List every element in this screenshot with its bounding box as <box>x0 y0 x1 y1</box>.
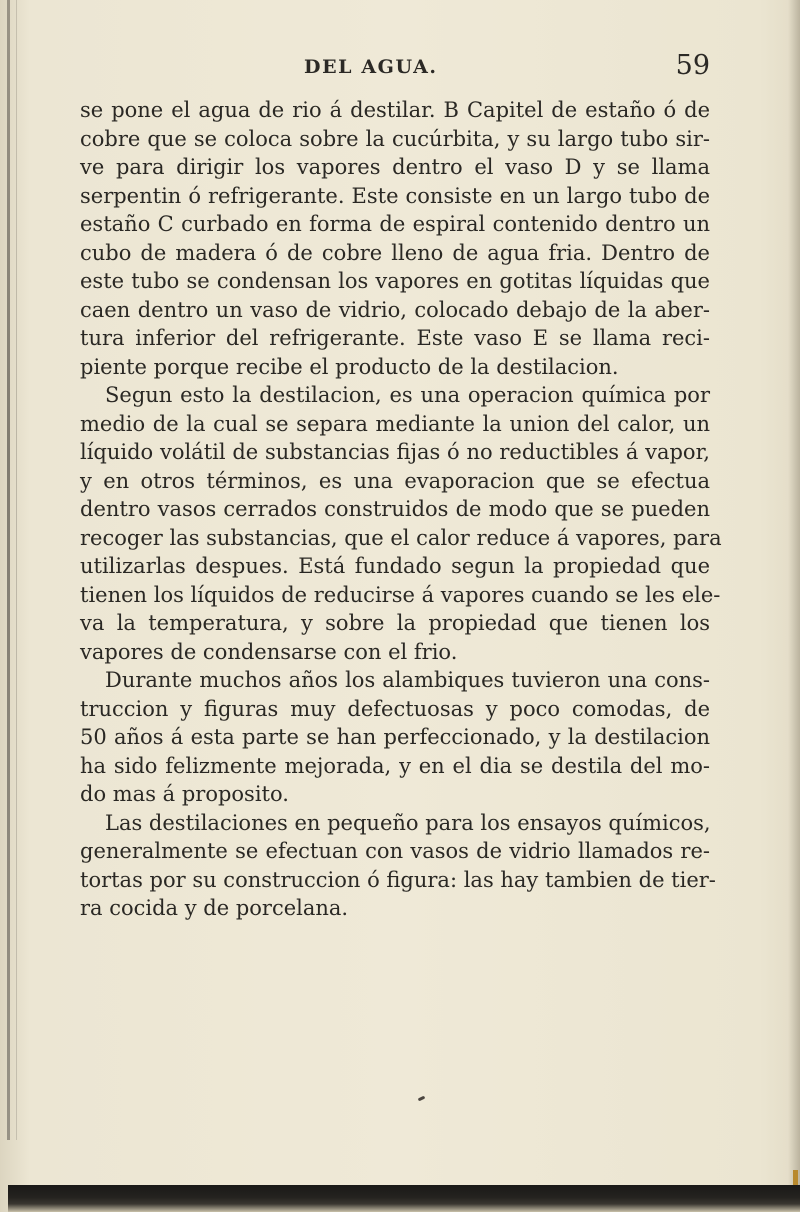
text-line: tortas por su construccion ó figura: las hay tambien de tier- <box>80 867 716 892</box>
text-line: ve para dirigir los vapores dentro el vaso D y se llama <box>80 155 710 179</box>
running-head: DEL AGUA. <box>304 56 438 78</box>
text-line: Las destilaciones en pequeño para los ensayos químicos, <box>105 810 711 835</box>
text-line: serpentin ó refrigerante. Este consiste en un largo tubo de <box>80 183 710 208</box>
scan-bottom-shadow <box>8 1185 800 1212</box>
text-line: 50 años á esta parte se han perfeccionado, y la destilacion <box>80 725 710 749</box>
text-line: estaño C curbado en forma de espiral contenido dentro un <box>80 212 710 236</box>
body-text <box>80 96 722 923</box>
text-line: tura inferior del refrigerante. Este vaso E se llama reci- <box>80 326 710 350</box>
text-line: recoger las substancias, que el calor reduce á vapores, para <box>80 525 722 550</box>
text-line: cobre que se coloca sobre la cucúrbita, y su largo tubo sir- <box>80 126 710 151</box>
text-line: este tubo se condensan los vapores en gotitas líquidas que <box>80 269 710 293</box>
text-line: do mas á proposito. <box>80 782 289 806</box>
page-header <box>80 50 710 86</box>
paragraph-1 <box>80 96 710 381</box>
text-line: piente porque recibe el producto de la destilacion. <box>80 354 619 379</box>
text-line: ha sido felizmente mejorada, y en el dia se destila del mo- <box>80 753 710 778</box>
text-line: líquido volátil de substancias fijas ó no reductibles á vapor, <box>80 440 710 464</box>
text-line: tienen los líquidos de reducirse á vapores cuando se les ele- <box>80 582 721 607</box>
text-line: Segun esto la destilacion, es una operacion química por <box>105 383 710 407</box>
paragraph-4 <box>80 809 716 923</box>
text-line: truccion y figuras muy defectuosas y poco comodas, de <box>80 696 710 721</box>
text-line: y en otros términos, es una evaporacion que se efectua <box>80 468 710 493</box>
ink-speck <box>418 1096 426 1102</box>
paragraph-3 <box>80 666 710 809</box>
text-line: generalmente se efectuan con vasos de vidrio llamados re- <box>80 839 710 863</box>
text-line: ra cocida y de porcelana. <box>80 896 349 920</box>
text-line: dentro vasos cerrados construidos de modo que se pueden <box>80 497 710 521</box>
page-number: 59 <box>675 50 710 81</box>
text-line: va la temperatura, y sobre la propiedad que tienen los <box>80 611 710 635</box>
binding-edge <box>7 0 10 1140</box>
paragraph-2 <box>80 381 722 666</box>
text-line: se pone el agua de rio á destilar. B Capitel de estaño ó de <box>80 98 710 122</box>
text-line: medio de la cual se separa mediante la union del calor, un <box>80 411 710 436</box>
text-line: caen dentro un vaso de vidrio, colocado debajo de la aber- <box>80 297 710 322</box>
text-line: vapores de condensarse con el frio. <box>80 639 458 664</box>
text-line: cubo de madera ó de cobre lleno de agua fria. Dentro de <box>80 240 710 265</box>
text-line: Durante muchos años los alambiques tuvieron una cons- <box>105 668 710 692</box>
text-line: utilizarlas despues. Está fundado segun la propiedad que <box>80 554 710 578</box>
binding-shadow <box>16 0 17 1140</box>
page-edge-shadow <box>788 0 800 1212</box>
